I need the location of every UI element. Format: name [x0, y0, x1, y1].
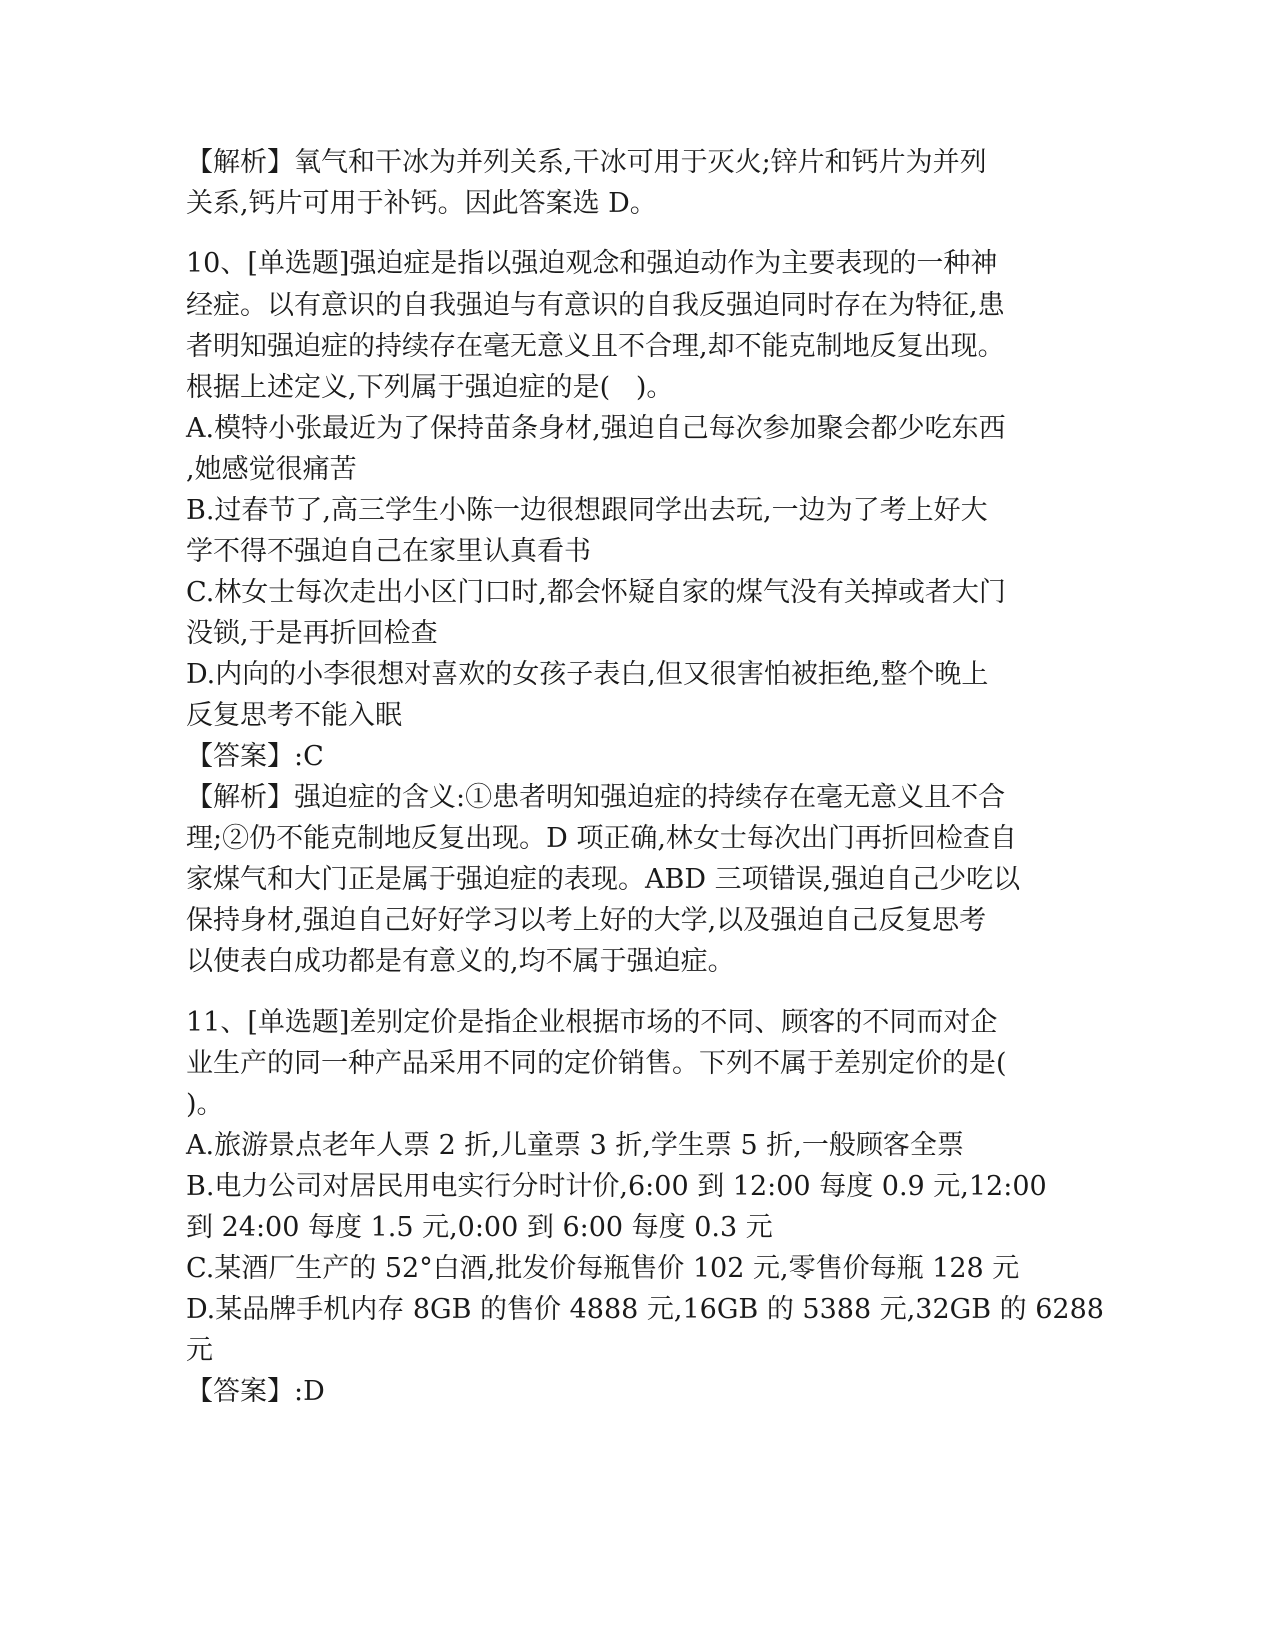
explanation-10-line-4: 保持身材,强迫自己好好学习以考上好的大学,以及强迫自己反复思考	[186, 905, 987, 936]
question-10-option-b-line-2: 学不得不强迫自己在家里认真看书	[186, 536, 591, 567]
question-11-option-b-line-1: B.电力公司对居民用电实行分时计价,6:00 到 12:00 每度 0.9 元,12:00	[186, 1171, 1047, 1202]
explanation-10-line-5: 以使表白成功都是有意义的,均不属于强迫症。	[186, 946, 735, 977]
explanation-9-line-2: 关系,钙片可用于补钙。因此答案选 D。	[186, 188, 657, 219]
question-10-stem-line-3: 者明知强迫症的持续存在毫无意义且不合理,却不能克制地反复出现。	[186, 331, 1005, 362]
question-11-stem-line-1: 11、[单选题]差别定价是指企业根据市场的不同、顾客的不同而对企	[186, 1007, 998, 1038]
question-10-answer: 【答案】:C	[186, 741, 324, 772]
question-11-option-b-line-2: 到 24:00 每度 1.5 元,0:00 到 6:00 每度 0.3 元	[186, 1212, 773, 1243]
question-10-option-b-line-1: B.过春节了,高三学生小陈一边很想跟同学出去玩,一边为了考上好大	[186, 495, 988, 526]
question-10-option-d-line-2: 反复思考不能入眠	[186, 700, 402, 731]
question-10-option-c-line-2: 没锁,于是再折回检查	[186, 618, 438, 649]
explanation-9-line-1: 【解析】氧气和干冰为并列关系,干冰可用于灭火;锌片和钙片为并列	[186, 147, 987, 178]
explanation-10-line-3: 家煤气和大门正是属于强迫症的表现。ABD 三项错误,强迫自己少吃以	[186, 864, 1021, 895]
question-10-option-d-line-1: D.内向的小李很想对喜欢的女孩子表白,但又很害怕被拒绝,整个晚上	[186, 659, 989, 690]
question-11-option-a: A.旅游景点老年人票 2 折,儿童票 3 折,学生票 5 折,一般顾客全票	[186, 1130, 964, 1161]
question-11-option-c: C.某酒厂生产的 52°白酒,批发价每瓶售价 102 元,零售价每瓶 128 元	[186, 1253, 1020, 1284]
question-10-option-a-line-2: ,她感觉很痛苦	[186, 454, 357, 485]
explanation-10-line-1: 【解析】强迫症的含义:①患者明知强迫症的持续存在毫无意义且不合	[186, 782, 1006, 813]
question-11-option-d-line-2: 元	[186, 1335, 213, 1366]
question-10-stem-line-4: 根据上述定义,下列属于强迫症的是( )。	[186, 372, 674, 403]
question-11-answer: 【答案】:D	[186, 1376, 325, 1407]
explanation-10-line-2: 理;②仍不能克制地反复出现。D 项正确,林女士每次出门再折回检查自	[186, 823, 1017, 854]
question-11-stem-line-3: )。	[186, 1089, 224, 1120]
question-10-stem-line-1: 10、[单选题]强迫症是指以强迫观念和强迫动作为主要表现的一种神	[186, 248, 998, 279]
question-11-stem-line-2: 业生产的同一种产品采用不同的定价销售。下列不属于差别定价的是(	[186, 1048, 1007, 1079]
question-10-option-a-line-1: A.模特小张最近为了保持苗条身材,强迫自己每次参加聚会都少吃东西	[186, 413, 1006, 444]
question-11-option-d-line-1: D.某品牌手机内存 8GB 的售价 4888 元,16GB 的 5388 元,32GB 的 6288	[186, 1294, 1104, 1325]
question-10-option-c-line-1: C.林女士每次走出小区门口时,都会怀疑自家的煤气没有关掉或者大门	[186, 577, 1006, 608]
question-10-stem-line-2: 经症。以有意识的自我强迫与有意识的自我反强迫同时存在为特征,患	[186, 290, 1005, 321]
